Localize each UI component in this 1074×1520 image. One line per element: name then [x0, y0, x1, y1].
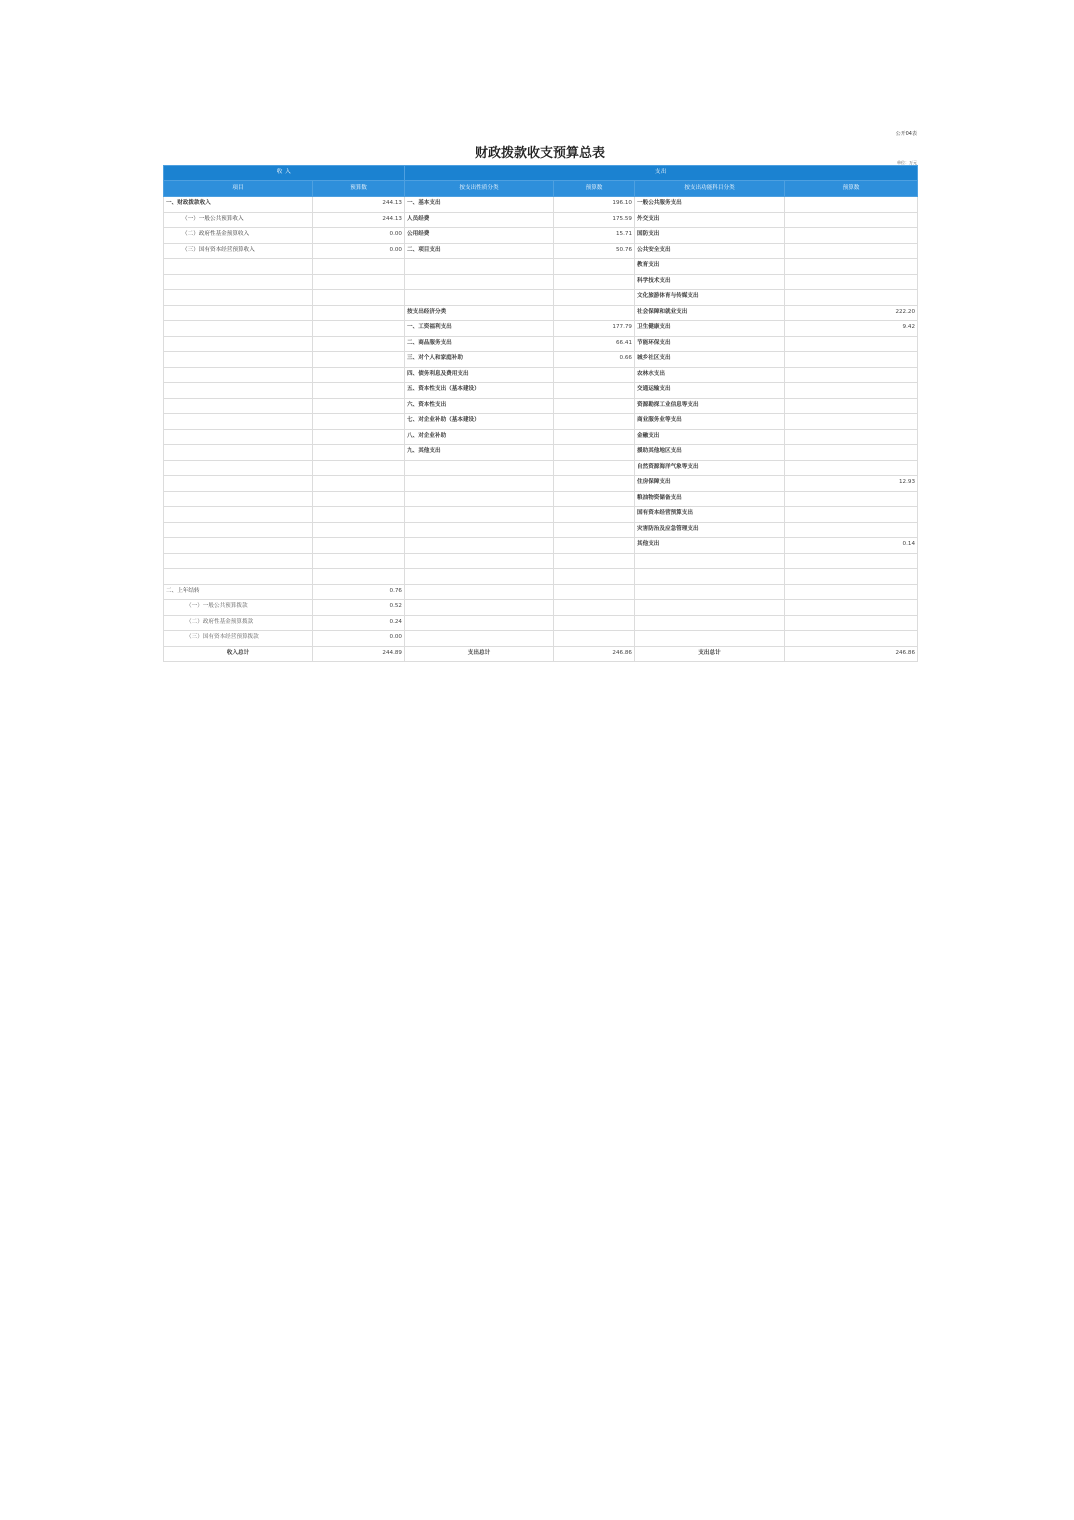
income-item-cell: （二）政府性基金预算收入 [164, 228, 313, 244]
income-item-cell [164, 507, 313, 523]
income-budget-cell [313, 352, 405, 368]
function-budget-cell: 12.93 [785, 476, 918, 492]
economic-item-cell [405, 538, 554, 554]
function-budget-cell [785, 352, 918, 368]
function-budget-cell: 222.20 [785, 305, 918, 321]
income-item-cell [164, 274, 313, 290]
function-budget-cell [785, 383, 918, 399]
economic-item-cell: 八、对企业补助 [405, 429, 554, 445]
income-item-cell [164, 352, 313, 368]
economic-item-cell [405, 259, 554, 275]
table-row [164, 274, 918, 290]
income-budget-cell [313, 367, 405, 383]
function-budget-cell [785, 429, 918, 445]
function-budget-cell: 246.86 [785, 646, 918, 662]
function-budget-cell [785, 367, 918, 383]
header-row-group [164, 166, 918, 181]
function-budget-cell [785, 414, 918, 430]
economic-budget-cell: 177.79 [554, 321, 635, 337]
function-budget-cell [785, 445, 918, 461]
income-budget-cell [313, 398, 405, 414]
function-item-cell: 商业服务业等支出 [635, 414, 785, 430]
economic-item-cell: 一、基本支出 [405, 197, 554, 213]
income-budget-cell: 0.00 [313, 228, 405, 244]
function-item-cell [635, 615, 785, 631]
header-row-columns [164, 181, 918, 197]
function-budget-cell [785, 197, 918, 213]
economic-item-cell: 支出总计 [405, 646, 554, 662]
economic-item-cell [405, 476, 554, 492]
economic-item-cell: 一、工资福利支出 [405, 321, 554, 337]
function-item-cell: 支出总计 [635, 646, 785, 662]
income-header: 收 入 [164, 166, 405, 181]
income-budget-cell [313, 336, 405, 352]
function-item-cell: 灾害防治及应急管理支出 [635, 522, 785, 538]
function-item-cell: 一般公共服务支出 [635, 197, 785, 213]
income-budget-cell [313, 445, 405, 461]
function-budget-cell [785, 398, 918, 414]
economic-budget-cell: 196.10 [554, 197, 635, 213]
function-budget-cell [785, 553, 918, 569]
economic-budget-cell [554, 460, 635, 476]
economic-budget-cell [554, 383, 635, 399]
function-item-cell: 资源勘探工业信息等支出 [635, 398, 785, 414]
economic-budget-cell [554, 538, 635, 554]
function-budget-column-header: 预算数 [785, 181, 918, 197]
table-row [164, 197, 918, 213]
income-budget-cell: 0.52 [313, 600, 405, 616]
function-item-cell: 交通运输支出 [635, 383, 785, 399]
income-budget-cell [313, 522, 405, 538]
income-budget-cell [313, 290, 405, 306]
economic-budget-cell [554, 600, 635, 616]
economic-item-cell [405, 631, 554, 647]
table-row [164, 522, 918, 538]
economic-item-cell [405, 569, 554, 585]
economic-budget-cell [554, 367, 635, 383]
table-row [164, 445, 918, 461]
income-item-cell [164, 336, 313, 352]
income-item-cell [164, 476, 313, 492]
function-item-cell [635, 584, 785, 600]
economic-item-cell [405, 507, 554, 523]
economic-item-cell: 二、项目支出 [405, 243, 554, 259]
income-item-cell [164, 522, 313, 538]
income-budget-cell: 244.13 [313, 212, 405, 228]
table-row [164, 460, 918, 476]
economic-item-cell: 公用经费 [405, 228, 554, 244]
economic-item-cell: 四、债务利息及费用支出 [405, 367, 554, 383]
function-budget-cell [785, 569, 918, 585]
table-row [164, 553, 918, 569]
income-budget-cell [313, 414, 405, 430]
table-row [164, 228, 918, 244]
function-item-cell: 文化旅游体育与传媒支出 [635, 290, 785, 306]
economic-budget-column-header: 预算数 [554, 181, 635, 197]
table-row [164, 476, 918, 492]
income-budget-cell: 0.00 [313, 631, 405, 647]
economic-budget-cell [554, 429, 635, 445]
table-row [164, 336, 918, 352]
function-budget-cell [785, 212, 918, 228]
income-budget-column-header: 预算数 [313, 181, 405, 197]
function-item-cell: 农林水支出 [635, 367, 785, 383]
function-budget-cell: 0.14 [785, 538, 918, 554]
table-row [164, 290, 918, 306]
income-item-cell [164, 538, 313, 554]
income-budget-cell [313, 383, 405, 399]
economic-budget-cell [554, 476, 635, 492]
table-row [164, 352, 918, 368]
economic-budget-cell: 246.86 [554, 646, 635, 662]
function-item-cell [635, 600, 785, 616]
function-budget-cell [785, 274, 918, 290]
income-item-cell [164, 445, 313, 461]
income-item-cell [164, 259, 313, 275]
income-item-cell: （二）政府性基金预算拨款 [164, 615, 313, 631]
income-budget-cell [313, 305, 405, 321]
function-item-cell: 粮油物资储备支出 [635, 491, 785, 507]
table-body [164, 197, 918, 662]
table-row [164, 584, 918, 600]
function-budget-cell [785, 243, 918, 259]
budget-table [163, 165, 918, 662]
function-item-cell [635, 553, 785, 569]
function-item-cell: 其他支出 [635, 538, 785, 554]
function-budget-cell [785, 522, 918, 538]
income-budget-cell [313, 538, 405, 554]
table-row [164, 367, 918, 383]
function-item-cell: 节能环保支出 [635, 336, 785, 352]
income-item-cell: （一）一般公共预算拨款 [164, 600, 313, 616]
function-item-cell: 城乡社区支出 [635, 352, 785, 368]
function-budget-cell: 9.42 [785, 321, 918, 337]
income-item-cell [164, 569, 313, 585]
table-row [164, 491, 918, 507]
income-item-cell [164, 290, 313, 306]
economic-item-cell [405, 274, 554, 290]
income-item-cell [164, 305, 313, 321]
income-budget-cell: 0.00 [313, 243, 405, 259]
item-column-header: 项目 [164, 181, 313, 197]
economic-budget-cell: 66.41 [554, 336, 635, 352]
economic-budget-cell [554, 259, 635, 275]
economic-budget-cell [554, 584, 635, 600]
income-item-cell [164, 398, 313, 414]
income-item-cell: （三）国有资本经营预算拨款 [164, 631, 313, 647]
table-row [164, 305, 918, 321]
function-budget-cell [785, 584, 918, 600]
function-budget-cell [785, 491, 918, 507]
income-budget-cell: 244.89 [313, 646, 405, 662]
economic-budget-cell: 15.71 [554, 228, 635, 244]
total-row [164, 646, 918, 662]
table-row [164, 569, 918, 585]
economic-item-cell: 按支出经济分类 [405, 305, 554, 321]
economic-budget-cell [554, 491, 635, 507]
income-budget-cell [313, 429, 405, 445]
economic-item-cell [405, 553, 554, 569]
table-row [164, 259, 918, 275]
economic-budget-cell [554, 553, 635, 569]
income-budget-cell [313, 274, 405, 290]
economic-item-cell [405, 491, 554, 507]
income-item-cell [164, 460, 313, 476]
economic-item-cell [405, 600, 554, 616]
function-item-cell: 国有资本经营预算支出 [635, 507, 785, 523]
economic-budget-cell [554, 274, 635, 290]
economic-item-cell: 九、其他支出 [405, 445, 554, 461]
function-item-cell: 援助其他地区支出 [635, 445, 785, 461]
income-item-cell: 二、上年结转 [164, 584, 313, 600]
income-budget-cell [313, 259, 405, 275]
income-budget-cell: 244.13 [313, 197, 405, 213]
function-budget-cell [785, 290, 918, 306]
function-item-cell: 卫生健康支出 [635, 321, 785, 337]
function-item-cell: 金融支出 [635, 429, 785, 445]
income-item-cell [164, 414, 313, 430]
economic-item-cell [405, 522, 554, 538]
income-item-cell [164, 553, 313, 569]
economic-item-cell: 三、对个人和家庭补助 [405, 352, 554, 368]
income-item-cell [164, 367, 313, 383]
income-item-cell: 收入总计 [164, 646, 313, 662]
table-row [164, 429, 918, 445]
economic-budget-cell: 175.59 [554, 212, 635, 228]
economic-item-cell [405, 460, 554, 476]
income-budget-cell [313, 507, 405, 523]
table-row [164, 600, 918, 616]
expense-header: 支出 [405, 166, 918, 181]
economic-item-cell: 五、资本性支出（基本建设） [405, 383, 554, 399]
function-budget-cell [785, 615, 918, 631]
economic-budget-cell: 0.66 [554, 352, 635, 368]
table-code-note: 公开04表 [895, 131, 917, 137]
function-item-cell: 自然资源海洋气象等支出 [635, 460, 785, 476]
table-row [164, 538, 918, 554]
table-row [164, 321, 918, 337]
function-item-cell: 教育支出 [635, 259, 785, 275]
economic-class-column-header: 按支出性质分类 [405, 181, 554, 197]
income-budget-cell [313, 553, 405, 569]
economic-item-cell: 二、商品服务支出 [405, 336, 554, 352]
table-row [164, 243, 918, 259]
function-item-cell [635, 631, 785, 647]
income-item-cell: （一）一般公共预算收入 [164, 212, 313, 228]
economic-budget-cell [554, 398, 635, 414]
table-row [164, 383, 918, 399]
table-row [164, 414, 918, 430]
economic-budget-cell [554, 507, 635, 523]
function-budget-cell [785, 600, 918, 616]
economic-budget-cell [554, 305, 635, 321]
income-item-cell: （三）国有资本经营预算收入 [164, 243, 313, 259]
page-title: 财政拨款收支预算总表 [474, 146, 605, 161]
economic-budget-cell [554, 445, 635, 461]
income-item-cell: 一、财政拨款收入 [164, 197, 313, 213]
economic-item-cell: 六、资本性支出 [405, 398, 554, 414]
income-budget-cell [313, 476, 405, 492]
economic-item-cell [405, 584, 554, 600]
economic-item-cell [405, 290, 554, 306]
function-item-cell: 国防支出 [635, 228, 785, 244]
income-budget-cell: 0.24 [313, 615, 405, 631]
income-budget-cell [313, 321, 405, 337]
function-budget-cell [785, 228, 918, 244]
income-item-cell [164, 383, 313, 399]
table-row [164, 398, 918, 414]
economic-item-cell: 人员经费 [405, 212, 554, 228]
table-row [164, 212, 918, 228]
income-item-cell [164, 429, 313, 445]
economic-item-cell [405, 615, 554, 631]
economic-budget-cell: 50.76 [554, 243, 635, 259]
income-budget-cell: 0.76 [313, 584, 405, 600]
function-budget-cell [785, 507, 918, 523]
table-row [164, 631, 918, 647]
economic-budget-cell [554, 615, 635, 631]
function-item-cell: 住房保障支出 [635, 476, 785, 492]
economic-item-cell: 七、对企业补助（基本建设） [405, 414, 554, 430]
economic-budget-cell [554, 290, 635, 306]
function-budget-cell [785, 336, 918, 352]
function-budget-cell [785, 460, 918, 476]
income-item-cell [164, 321, 313, 337]
economic-budget-cell [554, 414, 635, 430]
function-item-cell: 外交支出 [635, 212, 785, 228]
function-class-column-header: 按支出功能科目分类 [635, 181, 785, 197]
income-budget-cell [313, 460, 405, 476]
unit-note: 单位：万元 [897, 160, 917, 165]
function-item-cell: 公共安全支出 [635, 243, 785, 259]
income-item-cell [164, 491, 313, 507]
function-item-cell [635, 569, 785, 585]
function-budget-cell [785, 631, 918, 647]
function-item-cell: 社会保障和就业支出 [635, 305, 785, 321]
function-item-cell: 科学技术支出 [635, 274, 785, 290]
function-budget-cell [785, 259, 918, 275]
economic-budget-cell [554, 631, 635, 647]
table-row [164, 507, 918, 523]
table-row [164, 615, 918, 631]
economic-budget-cell [554, 569, 635, 585]
income-budget-cell [313, 491, 405, 507]
income-budget-cell [313, 569, 405, 585]
economic-budget-cell [554, 522, 635, 538]
